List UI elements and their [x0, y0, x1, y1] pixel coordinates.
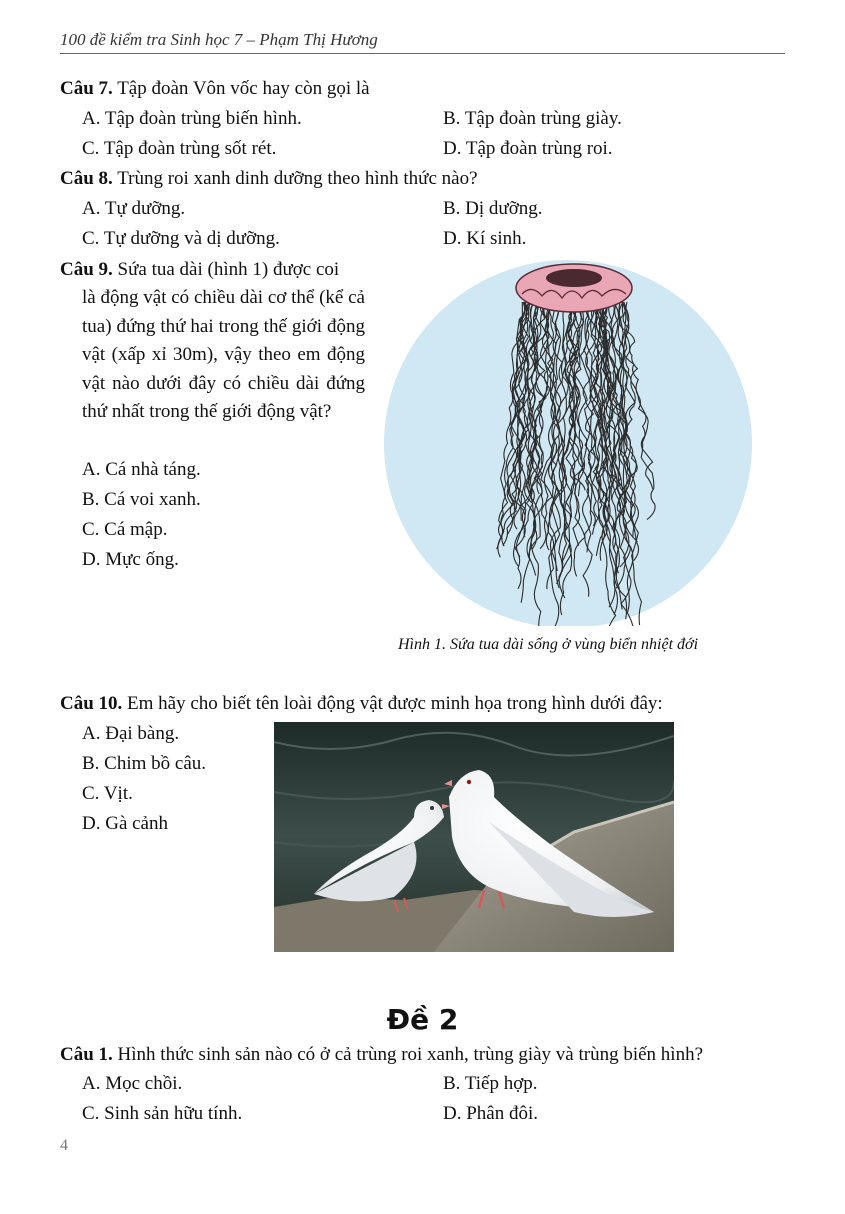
q9-option-d: D. Mực ống. — [82, 549, 179, 570]
section-title: Đề 2 — [386, 1003, 459, 1036]
q7-option-b: B. Tập đoàn trùng giày. — [443, 108, 622, 129]
de2-q1-option-d: D. Phân đôi. — [443, 1103, 538, 1124]
question-text: Trùng roi xanh dinh dưỡng theo hình thức nào? — [112, 168, 478, 189]
doves-photo — [274, 722, 674, 952]
q7-option-c: C. Tập đoàn trùng sốt rét. — [82, 138, 277, 159]
q8-option-b: B. Dị dưỡng. — [443, 198, 543, 219]
q9-option-c: C. Cá mập. — [82, 519, 168, 540]
question-10 — [60, 693, 663, 715]
jellyfish-figure — [382, 254, 756, 626]
question-text: Em hãy cho biết tên loài động vật được minh họa trong hình dưới đây: — [122, 693, 663, 714]
q8-option-c: C. Tự dưỡng và dị dưỡng. — [82, 228, 280, 249]
q7-option-a: A. Tập đoàn trùng biến hình. — [82, 108, 302, 129]
question-number: Câu 8. — [60, 168, 113, 189]
q9-option-a: A. Cá nhà táng. — [82, 459, 201, 480]
page-number: 4 — [60, 1137, 68, 1154]
q10-option-a: A. Đại bàng. — [82, 723, 180, 744]
q8-option-d: D. Kí sinh. — [443, 228, 527, 249]
page-header: 100 đề kiểm tra Sinh học 7 – Phạm Thị Hương — [60, 30, 785, 54]
question-text: Hình thức sinh sản nào có ở cả trùng roi xanh, trùng giày và trùng biến hình? — [112, 1044, 704, 1065]
de2-q1-option-a: A. Mọc chồi. — [82, 1073, 183, 1094]
question-text: Tập đoàn Vôn vốc hay còn gọi là — [112, 78, 370, 99]
jellyfish-bell-top — [546, 269, 602, 287]
question-9 — [60, 256, 365, 426]
question-text-first: Sứa tua dài (hình 1) được coi — [112, 259, 340, 280]
question-text-rest: là động vật có chiều dài cơ thể (kể cả tua) đứng thứ hai trong thế giới động vật (xấp xỉ 30m), vậy theo em động vật nào dưới đây có chiều dài đứng thứ nhất trong thế giới động vật? — [82, 287, 365, 423]
de2-q1-option-b: B. Tiếp hợp. — [443, 1073, 538, 1094]
q10-option-b: B. Chim bồ câu. — [82, 753, 207, 774]
q10-option-c: C. Vịt. — [82, 783, 133, 804]
question-number: Câu 1. — [60, 1044, 113, 1065]
q9-option-b: B. Cá voi xanh. — [82, 489, 201, 510]
figure-caption: Hình 1. Sứa tua dài sống ở vùng biển nhiệt đới — [398, 636, 699, 653]
question-number: Câu 9. — [60, 259, 113, 280]
q7-option-d: D. Tập đoàn trùng roi. — [443, 138, 613, 159]
question-number: Câu 7. — [60, 78, 113, 99]
de2-question-1 — [60, 1044, 703, 1066]
de2-q1-option-c: C. Sinh sản hữu tính. — [82, 1103, 243, 1124]
q8-option-a: A. Tự dưỡng. — [82, 198, 186, 219]
question-8 — [60, 168, 478, 190]
q10-option-d: D. Gà cảnh — [82, 813, 168, 834]
question-number: Câu 10. — [60, 693, 123, 714]
question-7 — [60, 78, 370, 100]
